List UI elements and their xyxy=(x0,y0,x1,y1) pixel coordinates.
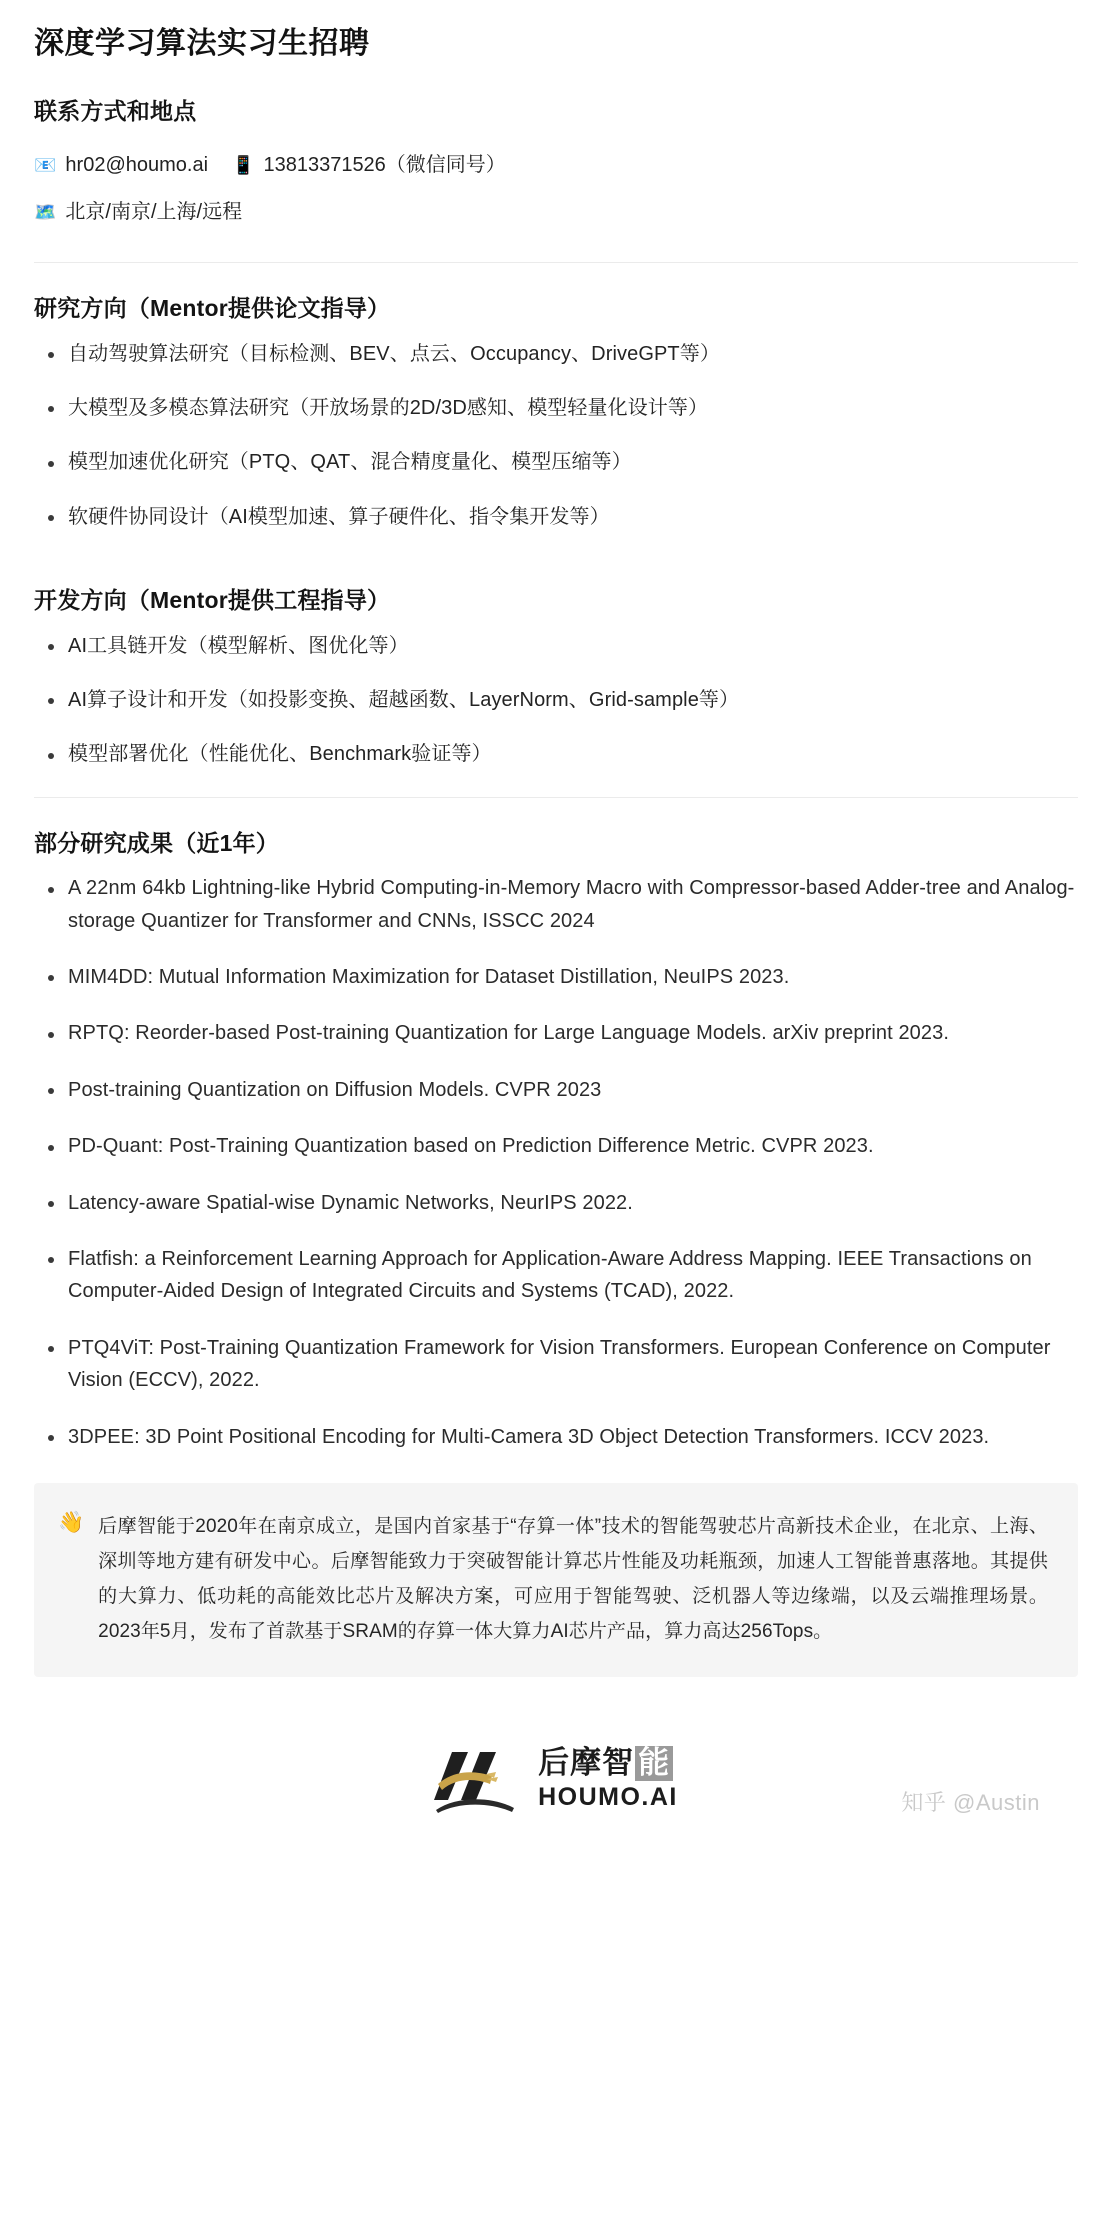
contact-block xyxy=(34,132,1078,236)
logo-wordmark xyxy=(538,1746,678,1813)
list-item: Latency-aware Spatial-wise Dynamic Networks, NeurIPS 2022. xyxy=(34,1187,1078,1219)
houmo-logo-mark-icon xyxy=(434,1744,526,1814)
list-item: MIM4DD: Mutual Information Maximization for Dataset Distillation, NeuIPS 2023. xyxy=(34,961,1078,993)
company-callout xyxy=(34,1483,1078,1678)
list-item: 模型部署优化（性能优化、Benchmark验证等） xyxy=(34,738,1078,770)
list-item: PTQ4ViT: Post-Training Quantization Framework for Vision Transformers. European Conference on Computer Vision (ECCV), 2022. xyxy=(34,1332,1078,1397)
list-item: 3DPEE: 3D Point Positional Encoding for Multi-Camera 3D Object Detection Transformers. ICCV 2023. xyxy=(34,1421,1078,1453)
logo-chinese-boxed: 能 xyxy=(635,1746,673,1781)
contact-phone-value[interactable]: 13813371526（微信同号） xyxy=(263,154,506,176)
list-item: RPTQ: Reorder-based Post-training Quantization for Large Language Models. arXiv preprint 2023. xyxy=(34,1017,1078,1049)
contact-location-value: 北京/南京/上海/远程 xyxy=(65,201,243,223)
list-item: A 22nm 64kb Lightning-like Hybrid Computing-in-Memory Macro with Compressor-based Adder-tree and Analog-storage Quantizer for Transformer and CNNs, ISSCC 2024 xyxy=(34,872,1078,937)
development-heading: 开发方向（Mentor提供工程指导） xyxy=(34,587,391,614)
waving-hand-icon: 👋 xyxy=(58,1510,85,1534)
footer xyxy=(34,1677,1078,1839)
development-list xyxy=(34,630,1078,771)
page-title: 深度学习算法实习生招聘 xyxy=(34,27,370,60)
contact-email-value[interactable]: hr02@houmo.ai xyxy=(65,154,209,176)
list-item: PD-Quant: Post-Training Quantization based on Prediction Difference Metric. CVPR 2023. xyxy=(34,1130,1078,1162)
email-icon: 📧 xyxy=(34,155,57,175)
list-item: 大模型及多模态算法研究（开放场景的2D/3D感知、模型轻量化设计等） xyxy=(34,392,1078,424)
company-callout-text: 后摩智能于2020年在南京成立，是国内首家基于“存算一体”技术的智能驾驶芯片高新技术企业，在北京、上海、深圳等地方建有研发中心。后摩智能致力于突破智能计算芯片性能及功耗瓶颈，加速人工智能普惠落地。其提供的大算力、低功耗的高能效比芯片及解决方案，可应用于智能驾驶、泛机器人等边缘端，以及云端推理场景。2023年5月，发布了首款基于SRAM的存算一体大算力AI芯片产品，算力高达256Tops。 xyxy=(98,1515,1048,1643)
publications-heading: 部分研究成果（近1年） xyxy=(34,829,279,856)
list-item: Post-training Quantization on Diffusion Models. CVPR 2023 xyxy=(34,1074,1078,1106)
list-item: 软硬件协同设计（AI模型加速、算子硬件化、指令集开发等） xyxy=(34,501,1078,533)
list-item: AI算子设计和开发（如投影变换、超越函数、LayerNorm、Grid-sample等） xyxy=(34,684,1078,716)
logo-chinese-plain: 后摩智 xyxy=(538,1745,635,1780)
list-item: 模型加速优化研究（PTQ、QAT、混合精度量化、模型压缩等） xyxy=(34,446,1078,478)
map-icon: 🗺️ xyxy=(34,202,57,222)
logo-english-name: HOUMO.AI xyxy=(538,1782,678,1811)
research-heading: 研究方向（Mentor提供论文指导） xyxy=(34,295,391,321)
company-logo xyxy=(434,1744,678,1814)
contact-location-line xyxy=(34,189,1078,236)
list-item: 自动驾驶算法研究（目标检测、BEV、点云、Occupancy、DriveGPT等） xyxy=(34,338,1078,370)
logo-chinese-name xyxy=(538,1746,673,1781)
list-item: AI工具链开发（模型解析、图优化等） xyxy=(34,630,1078,662)
watermark: 知乎 @Austin xyxy=(901,1790,1040,1816)
publications-list xyxy=(34,872,1078,1453)
research-list xyxy=(34,338,1078,534)
contact-heading: 联系方式和地点 xyxy=(34,97,197,124)
list-item: Flatfish: a Reinforcement Learning Approach for Application-Aware Address Mapping. IEEE Transactions on Computer-Aided Design of Integrated Circuits and Systems (TCAD), 2022. xyxy=(34,1243,1078,1308)
phone-icon: 📱 xyxy=(232,155,255,175)
contact-email-phone-line xyxy=(34,142,1078,189)
